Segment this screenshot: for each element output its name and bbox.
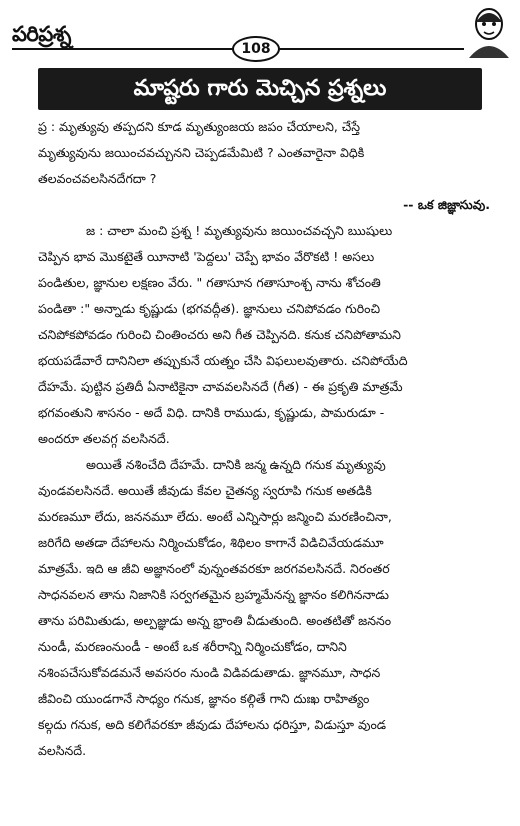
answer-paragraph-1 bbox=[38, 218, 490, 452]
answer-line: భయపడేవారే దానినిలా తప్పుకునే యత్నం చేసి విఫలులవుతారు. చనిపోయేది bbox=[38, 353, 408, 368]
answer-line: పండితుల, జ్ఞానుల లక్షణం వేరు. " గతాసూన గతాసూంశ్చ నాను శోచంతి bbox=[38, 275, 381, 290]
running-title: పరిప్రశ్న bbox=[12, 22, 71, 46]
answer-line: తాను పరిమితుడు, అల్పజ్ఞుడు అన్న భ్రాంతి వీడుతుంది. అంతటితో జననం bbox=[38, 613, 392, 628]
answer-line: సాధనవలన తాను నిజానికి సర్వగతమైన బ్రహ్మమేనన్న జ్ఞానం కలిగిననాడు bbox=[38, 587, 389, 602]
answer-line: కల్గదు గనుక, అది కలిగేవరకూ జీవుడు దేహాలను ధరిస్తూ, విడుస్తూ వుండ bbox=[38, 717, 387, 732]
answer-line: జరిగేది అతడా దేహాలను నిర్మించుకోడం, శిథిలం కాగానే విడిచివేయడమూ bbox=[38, 535, 384, 550]
answer-line: వుండవలసినదే. అయితే జీవుడు కేవల చైతన్య స్వరూపి గనుక అతడికి bbox=[38, 483, 372, 498]
answer-line: దేహమే. పుట్టిన ప్రతిదీ ఏనాటికైనా చావవలసినదే (గీత) - ఈ ప్రకృతి మాత్రమే bbox=[38, 379, 403, 394]
answer-line: చెప్పిన భావ మొకటైతే యీనాటి 'పెద్దలు' చెప్పే భావం వేరొకటి ! అసలు bbox=[38, 249, 375, 264]
answer-line: అందరూ తలవగ్గ వలసినదే. bbox=[38, 431, 170, 446]
question-line: ప్ర : మృత్యువు తప్పదని కూడ మృత్యుంజయ జపం చేయాలని, చేస్తే bbox=[38, 119, 361, 134]
asker-signature: -- ఒక జిజ్ఞాసువు. bbox=[403, 197, 490, 212]
question-line: మృత్యువును జయించవచ్చునని చెప్పడమేమిటి ? ఎంతవారైనా విధికి bbox=[38, 145, 365, 160]
article-title: మాష్టరు గారు మెచ్చిన ప్రశ్నలు bbox=[38, 68, 482, 110]
answer-line: నశింపచేసుకోవడమనే అవసరం నుండి విడివడుతాడు. జ్ఞానమూ, సాధన bbox=[38, 665, 381, 680]
answer-line: మాత్రమే. ఇది ఆ జీవి అజ్ఞానంలో వున్నంతవరకూ జరగవలసినదే. నిరంతర bbox=[38, 561, 390, 576]
answer-line: పండితా :" అన్నాడు కృష్ణుడు (భగవద్గీత). జ్ఞానులు చనిపోవడం గురించి bbox=[38, 301, 381, 316]
answer-line: భగవంతుని శాసనం - అదే విధి. దానికి రాముడు, కృష్ణుడు, పామరుడూ - bbox=[38, 405, 385, 420]
page-header bbox=[0, 0, 520, 62]
answer-line: మరణమూ లేదు, జననమూ లేదు. అంటే ఎన్నిసార్లు జన్మించి మరణించినా, bbox=[38, 509, 392, 524]
answer-line: అయితే నశించేది దేహమే. దానికి జన్మ ఉన్నది గనుక మృత్యువు bbox=[86, 457, 386, 472]
answer-paragraph-2 bbox=[38, 452, 490, 764]
answer-line: నుండీ, మరణంనుండీ - అంటే ఒక శరీరాన్ని నిర్మించుకోడం, దానిని bbox=[38, 639, 347, 654]
answer-line: జీవించి యుండగానే సాధ్యం గనుక, జ్ఞానం కల్గితే గాని దుఃఖ రాహిత్యం bbox=[38, 691, 370, 706]
page-number: 108 bbox=[232, 36, 280, 62]
answer-line: చనిపోకపోవడం గురించి చింతించరు అని గీత చెప్పినది. కనుక చనిపోతామని bbox=[38, 327, 401, 342]
answer-line: జ : చాలా మంచి ప్రశ్న ! మృత్యువును జయించవచ్చని ఋషులు bbox=[86, 223, 393, 238]
article-body bbox=[38, 114, 490, 764]
question-block bbox=[38, 114, 490, 218]
answer-line: వలసినదే. bbox=[38, 743, 87, 758]
portrait-image bbox=[466, 6, 512, 58]
question-line: తలవంచవలసినదేగదా ? bbox=[38, 171, 157, 186]
